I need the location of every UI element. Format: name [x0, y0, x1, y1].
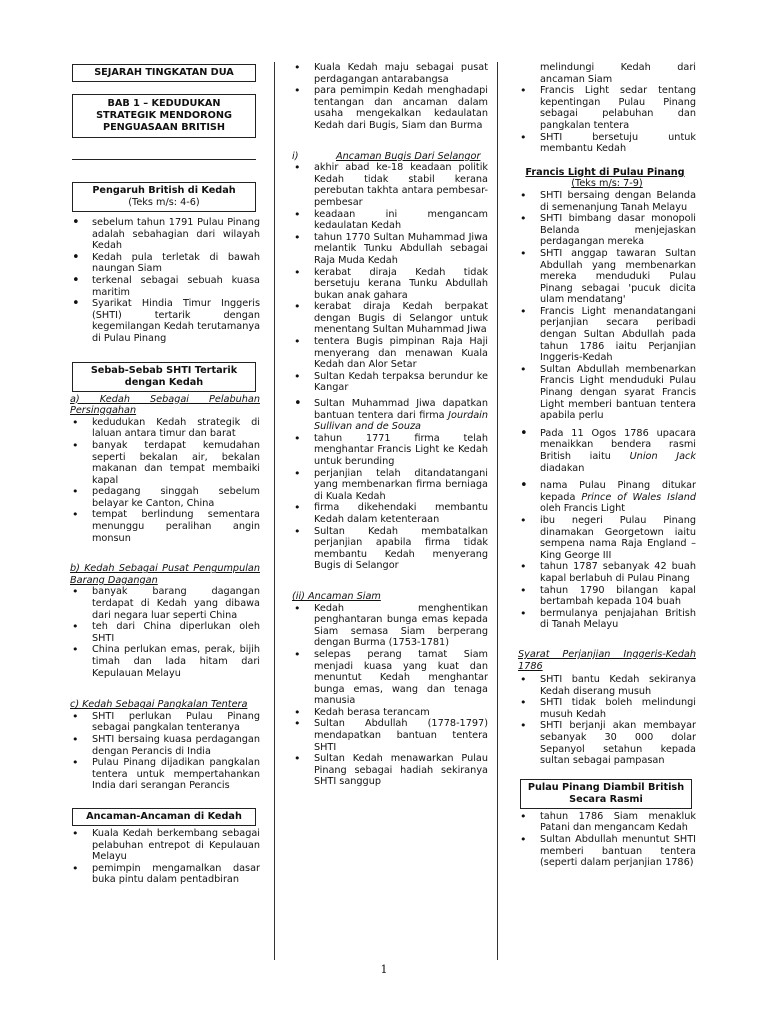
list-item: • Kuala Kedah maju sebagai pusat perdagangan antarabangsa [292, 62, 488, 85]
document-title: SEJARAH TINGKATAN DUA [72, 64, 256, 82]
section-francis-light-title: Francis Light di Pulau Pinang [525, 166, 685, 178]
list-item: • Kedah pula terletak di bawah naungan Siam [70, 252, 260, 275]
subsection-i-title [292, 151, 488, 163]
list-item: • tahun 1786 Siam menakluk Patani dan mengancam Kedah [518, 811, 696, 834]
column-3 [518, 62, 696, 962]
list-item: • tahun 1787 sebanyak 42 buah kapal berlabuh di Pulau Pinang [518, 561, 696, 584]
section-sebab-shti: Sebab-Sebab SHTI Tertarik dengan Kedah [72, 362, 256, 392]
list-item: • Sultan Abdullah membenarkan Francis Light menduduki Pulau Pinang dengan syarat Francis Light memberi bantuan tentera apabila perlu [518, 364, 696, 422]
list-top [292, 62, 488, 132]
list-item: • pemimpin mengamalkan dasar buka pintu dalam pentadbiran [70, 863, 260, 886]
list-b [70, 586, 260, 679]
list-item: • tahun 1771 firma telah menghantar Francis Light ke Kedah untuk berunding [292, 433, 488, 468]
list-item: • Syarikat Hindia Timur Inggeris (SHTI) tertarik dengan kegemilangan Kedah terutamanya di Pulau Pinang [70, 298, 260, 344]
list-c [70, 711, 260, 792]
list-item: • Sultan Kedah terpaksa berundur ke Kangar [292, 371, 488, 394]
list-item: • bermulanya penjajahan British di Tanah Melayu [518, 608, 696, 631]
list-item: • pedagang singgah sebelum belayar ke Canton, China [70, 486, 260, 509]
list-item: • SHTI bimbang dasar monopoli Belanda menjejaskan perdagangan mereka [518, 213, 696, 248]
section-ancaman-kedah: Ancaman-Ancaman di Kedah [72, 808, 256, 826]
firm-name: Jourdain Sullivan and de Souza [314, 409, 488, 433]
list-item: • tentera Bugis pimpinan Raja Haji menyerang dan menawan Kuala Kedah dan Alor Setar [292, 336, 488, 371]
list-item: • kerabat diraja Kedah tidak bersetuju kerana Tunku Abdullah bukan anak gahara [292, 267, 488, 302]
list-item: • banyak barang dagangan terdapat di Kedah yang dibawa dari negara luar seperti China [70, 586, 260, 621]
list-item: • Kuala Kedah berkembang sebagai pelabuhan entrepot di Kepulauan Melayu [70, 828, 260, 863]
list-flag [518, 428, 696, 515]
list-item [518, 428, 696, 474]
column-divider-right [497, 62, 498, 960]
subsection-i-text: Ancaman Bugis Dari Selangor [336, 150, 481, 162]
list-item: • SHTI perlukan Pulau Pinang sebagai pangkalan tenteranya [70, 711, 260, 734]
list-syarat [518, 674, 696, 767]
subsection-c-title: c) Kedah Sebagai Pangkalan Tentera [70, 699, 248, 711]
list-francis-light [518, 190, 696, 422]
list-item: • tahun 1770 Sultan Muhammad Jiwa melantik Tunku Abdullah sebagai Raja Muda Kedah [292, 232, 488, 267]
list-item: • SHTI berjanji akan membayar sebanyak 30 000 dolar Sepanyol setahun kepada sultan sebagai pampasan [518, 720, 696, 766]
list-ii [292, 603, 488, 789]
firm-text: Sultan Muhammad Jiwa dapatkan bantuan tentera dari firma [314, 398, 488, 421]
section-subtitle: (Teks m/s: 4-6) [128, 197, 200, 208]
list-ancaman [70, 828, 260, 886]
list-item: • Sultan Abdullah (1778-1797) mendapatkan bantuan tentera SHTI [292, 718, 488, 753]
list-item: • Kedah menghentikan penghantaran bunga emas kepada Siam semasa Siam berperang dengan Burma (1753-1781) [292, 603, 488, 649]
column-2 [292, 62, 488, 962]
list-item: • tempat berlindung sementara menunggu peralihan angin monsun [70, 509, 260, 544]
section-francis-light-subtitle: (Teks m/s: 7-9) [571, 178, 643, 190]
section-pengaruh-british [72, 182, 256, 212]
chapter-title: BAB 1 – KEDUDUKAN STRATEGIK MENDORONG PENGUASAAN BRITISH [72, 94, 256, 138]
subsection-a-title: a) Kedah Sebagai Pelabuhan Persinggahan [70, 393, 260, 417]
list-item: • Pulau Pinang dijadikan pangkalan tentera untuk mempertahankan India dari serangan Perancis [70, 757, 260, 792]
list-a [70, 417, 260, 545]
divider [72, 159, 256, 160]
list-item: • SHTI bersaing dengan Belanda di semenanjung Tanah Melayu [518, 190, 696, 213]
continued-text: melindungi Kedah dari ancaman Siam [540, 62, 696, 85]
page-number: 1 [380, 963, 388, 976]
list-item: • keadaan ini mengancam kedaulatan Kedah [292, 209, 488, 232]
list-item: • selepas perang tamat Siam menjadi kuasa yang kuat dan menuntut Kedah menghantar bunga emas, wang dan tenaga manusia [292, 649, 488, 707]
list-item: • perjanjian telah ditandatangani yang membenarkan firma berniaga di Kuala Kedah [292, 468, 488, 503]
list-item: • Sultan Kedah menawarkan Pulau Pinang sebagai hadiah sekiranya SHTI sanggup [292, 753, 488, 788]
list-item: • firma dikehendaki membantu Kedah dalam ketenteraan [292, 502, 488, 525]
list-i [292, 162, 488, 394]
subsection-i-label: i) [292, 150, 299, 162]
list-item: • kerabat diraja Kedah berpakat dengan Bugis di Selangor untuk menentang Sultan Muhammad Jiwa [292, 301, 488, 336]
flag-text-b: diadakan [540, 462, 585, 474]
list-item: • banyak terdapat kemudahan seperti bekalan air, bekalan makanan dan tempat membaiki kapal [70, 440, 260, 486]
column-divider-left [274, 62, 275, 960]
list-item: • Kedah berasa terancam [292, 707, 488, 719]
list-item [292, 398, 488, 433]
list-i-cont [292, 433, 488, 572]
subsection-syarat-title: Syarat Perjanjian Inggeris-Kedah 1786 [518, 648, 696, 672]
list-item: • akhir abad ke-18 keadaan politik Kedah tidak stabil kerana perebutan takhta antara pembesar-pembesar [292, 162, 488, 208]
list-item: • China perlukan emas, perak, bijih timah dan lada hitam dari Kepulauan Melayu [70, 644, 260, 679]
rename-text-a: nama Pulau Pinang ditukar kepada [540, 480, 696, 503]
list-item: • terkenal sebagai sebuah kuasa maritim [70, 275, 260, 298]
list-item [518, 480, 696, 515]
list-item: • kedudukan Kedah strategik di laluan antara timur dan barat [70, 417, 260, 440]
list-item: • SHTI anggap tawaran Sultan Abdullah yang membenarkan mereka menduduki Pulau Pinang sebagai 'pucuk dicita ulam mendatang' [518, 248, 696, 306]
list-item: • SHTI bantu Kedah sekiranya Kedah diserang musuh [518, 674, 696, 697]
list-item: • ibu negeri Pulau Pinang dinamakan Georgetown iaitu sempena nama Raja England – King George III [518, 515, 696, 561]
flag-text-a: Pada 11 Ogos 1786 upacara menaikkan bendera rasmi British iaitu [540, 427, 696, 462]
list-item: • Francis Light sedar tentang kepentingan Pulau Pinang sebagai pelabuhan dan pangkalan tentera [518, 85, 696, 131]
section-pulau-pinang-rasmi: Pulau Pinang Diambil British Secara Rasmi [520, 779, 692, 809]
list-pengaruh [70, 217, 260, 345]
rename-text-b: oleh Francis Light [540, 503, 626, 515]
list-item: • SHTI bersaing kuasa perdagangan dengan Perancis di India [70, 734, 260, 757]
flag-name: Union Jack [629, 451, 696, 462]
list-francis-light-cont [518, 515, 696, 631]
list-item: • para pemimpin Kedah menghadapi tentangan dan ancaman dalam usaha mengekalkan kedaulatan Kedah dari Bugis, Siam dan Burma [292, 85, 488, 131]
column-1 [70, 62, 260, 962]
subsection-ii-title: (ii) Ancaman Siam [292, 590, 381, 602]
list-item: • SHTI tidak boleh melindungi musuh Kedah [518, 697, 696, 720]
list-i-firm [292, 398, 488, 433]
rename-name: Prince of Wales Island [581, 491, 696, 503]
list-item: • Sultan Kedah membatalkan perjanjian apabila firma tidak membantu Kedah menyerang Bugis di Selangor [292, 526, 488, 572]
list-item: • sebelum tahun 1791 Pulau Pinang adalah sebahagian dari wilayah Kedah [70, 217, 260, 252]
list-item: • teh dari China diperlukan oleh SHTI [70, 621, 260, 644]
section-title: Pengaruh British di Kedah [92, 185, 236, 196]
list-item: • tahun 1790 bilangan kapal bertambah kepada 104 buah [518, 585, 696, 608]
list-item: • Sultan Abdullah menuntut SHTI memberi bantuan tentera (seperti dalam perjanjian 1786) [518, 834, 696, 869]
list-item: • SHTI bersetuju untuk membantu Kedah [518, 132, 696, 155]
list-pulau-pinang [518, 811, 696, 869]
list-item: • Francis Light menandatangani perjanjian secara peribadi dengan Sultan Abdullah pada tahun 1786 iaitu Perjanjian Inggeris-Kedah [518, 306, 696, 364]
list-top [518, 85, 696, 155]
subsection-b-title: b) Kedah Sebagai Pusat Pengumpulan Barang Dagangan [70, 563, 260, 586]
